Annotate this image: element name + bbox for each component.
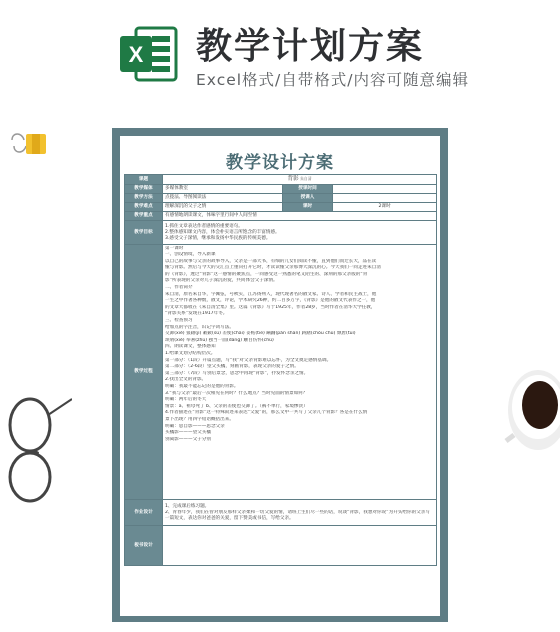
process-line: 买橘影———望父买橘 (165, 430, 211, 436)
teacher-value[interactable] (333, 194, 437, 203)
process-line: 三、检查预习 (165, 318, 193, 324)
process-line: 别离影———父子分别 (165, 436, 211, 442)
process-line: 以自己的故事与父亲的故事导入，父亲是一部大书，有细的儿女们阅读不懂，直到他们而迁长大，品在读 (165, 258, 377, 264)
process-line: 的文章大都收在《朱自清全集》里。这篇《背影》写于1925年，作者28岁，当时作者在清华大学任教， (165, 304, 376, 310)
process-line: 交卸(xiè) 狼藉(jí) 簌簌(sù) 差使(chāi) 妥帖(tiē) 蹒跚(pán shān) 踌躇(chóu chú) 颓唐(tuí) (165, 331, 356, 337)
process-line: 4.作者描述在“背影”这一特殊叙述来表达“父爱”的，那么文中一共写了父亲几个背影？各是在什么情 (165, 410, 368, 416)
binder-clip-icon (8, 126, 60, 164)
time-value[interactable] (333, 185, 437, 194)
topic-label: 课题 (125, 175, 163, 185)
lesson-plan-table (124, 174, 437, 566)
process-line: 第一部分：（1段）开篇点题，写“我”对父亲背影难以忘怀，为全文奠定感情基调。 (165, 357, 332, 363)
page-title: 教学计划方案 (196, 26, 425, 67)
goal-item: 3.感受父子深情，继承和发扬中华民族的传统美德。 (165, 235, 271, 241)
keypoint-value[interactable]: 有感情地朗读课文，体味字里行间中人间至情 (163, 212, 437, 221)
table-row (125, 221, 437, 245)
process-line: 一生之中作著各种数，散文，评论，学术研究26种，约二百多万字，《背影》是他的散文代表作之一，他 (165, 298, 376, 304)
glasses-icon (0, 395, 72, 505)
media-value[interactable]: 多媒体教室 (163, 185, 283, 194)
periods-value[interactable]: 2课时 (333, 203, 437, 212)
document-title: 教学设计方案 (226, 153, 334, 173)
excel-icon-letter: X (128, 42, 144, 67)
goal-item: 2.整体感知课文内容，体会朴实语言所饱含的丰富情感。 (165, 229, 280, 235)
topic-value: 背影 (287, 176, 299, 182)
board-design-value[interactable] (163, 526, 437, 566)
difficulty-label: 教学难点 (125, 203, 163, 212)
banner (0, 0, 560, 112)
goal-label: 教学目标 (125, 221, 163, 245)
process-line: “背影关系”发现在1917年冬。 (165, 311, 228, 317)
time-label: 授课时间 (283, 185, 333, 194)
process-line: 2.找出全文的背影。 (165, 377, 207, 383)
process-line: 一、创设情境，导入新课 (165, 252, 216, 258)
process-line: 第二部分：（2-6段）望父买橘，刻画背影，表现父亲的爱子之情。 (165, 364, 299, 370)
process-line: 景下出现？用四字短语概括出来。 (165, 416, 234, 422)
process-line: 给加点的字注音，识记字词写法。 (165, 324, 234, 330)
table-row (125, 185, 437, 194)
homework-item: 1、完成课后练习题。 (165, 503, 210, 509)
table-row (125, 245, 437, 500)
process-line: 3.“我与父亲”最后一次相见在何时？什么地点？当时见面的情景如何？ (165, 390, 308, 396)
process-line: 第三部分：（7段）写别后景念，思念中再现“背影”，抒发怀念亲之情。 (165, 370, 309, 376)
process-line: 四、朗读课文，整体感知 (165, 344, 216, 350)
process-value[interactable] (163, 245, 437, 500)
process-line: 朱自清，原名朱自华，字佩弦，号秋实，江苏扬州人，现代现著名的散文家、诗人、学者和民主战士，他 (165, 291, 377, 297)
process-line: 影”所表现的父亲对儿子深沉的爱，共同体会父子深情。 (165, 278, 278, 284)
process-line: 二、作者简介 (165, 285, 193, 291)
process-line: 情景：a、祖母死了 b、父亲的差使也交卸了。（祸不单行，家境惨淡） (165, 403, 308, 409)
difficulty-value[interactable]: 理解深沉的父子之情 (163, 203, 283, 212)
homework-item: 2、青春年少，我们在曾对朋友那样父亲柔和一切父爱的情，请班上生们尽一些的话，说谈“背影，我想对你说”为开头给你的父亲写 (165, 509, 430, 515)
table-row (125, 500, 437, 526)
table-row (125, 194, 437, 203)
process-line: 第一课时 (165, 245, 184, 251)
process-line: 明确：思自影———思念父亲 (165, 423, 225, 429)
table-row (125, 212, 437, 221)
topic-author: 朱自清 (300, 176, 312, 181)
table-row (125, 526, 437, 566)
excel-icon (116, 22, 180, 86)
process-line: 1.给课文划分结构层次。 (165, 351, 216, 356)
homework-value[interactable] (163, 500, 437, 526)
media-label: 教学媒体 (125, 185, 163, 194)
keypoint-label: 教学重点 (125, 212, 163, 221)
method-value[interactable]: 点拨法、导图阅读法 (163, 194, 283, 203)
process-line: 明确：我最不能忘记的是他的背影。 (165, 383, 239, 389)
method-label: 教学方法 (125, 194, 163, 203)
topic-row (125, 175, 437, 185)
topic-value-cell[interactable] (163, 175, 437, 185)
table-row (125, 203, 437, 212)
goal-item: 1.抓住文章表达作者感情的重要语句。 (165, 223, 243, 229)
process-line: 懂与背影。然后与今天的交汇点上重向打开它时，才读读懂父亲那博大深沉的心。今天我们一同走进朱自清 (165, 265, 381, 271)
process-line: 明确：两年后的冬天 (165, 397, 207, 403)
homework-item: 一篇短文，表达你对爸爸的关爱，留下赞美或书信，写给父亲。 (165, 515, 294, 521)
process-line: 的《背影》，透过“背影”这一感情的聚焦点，一同感受这一熟悉的笔又陌生的、深刻的那父亲般的“背 (165, 271, 368, 277)
process-label: 教学过程 (125, 245, 163, 500)
teacher-label: 授课人 (283, 194, 333, 203)
board-design-label: 板书设计 (125, 526, 163, 566)
page-subtitle: Excel格式/自带格式/内容可随意编辑 (196, 71, 470, 89)
homework-label: 作业设计 (125, 500, 163, 526)
periods-label: 课时 (283, 203, 333, 212)
document-frame (112, 128, 448, 622)
process-line: 琐屑(xiè) 举箸(zhù) 独当一面(dāng) 触目伤怀(chù) (165, 337, 274, 343)
coffee-cup-icon (500, 365, 560, 455)
document-sheet (120, 136, 440, 616)
goal-value[interactable] (163, 221, 437, 245)
